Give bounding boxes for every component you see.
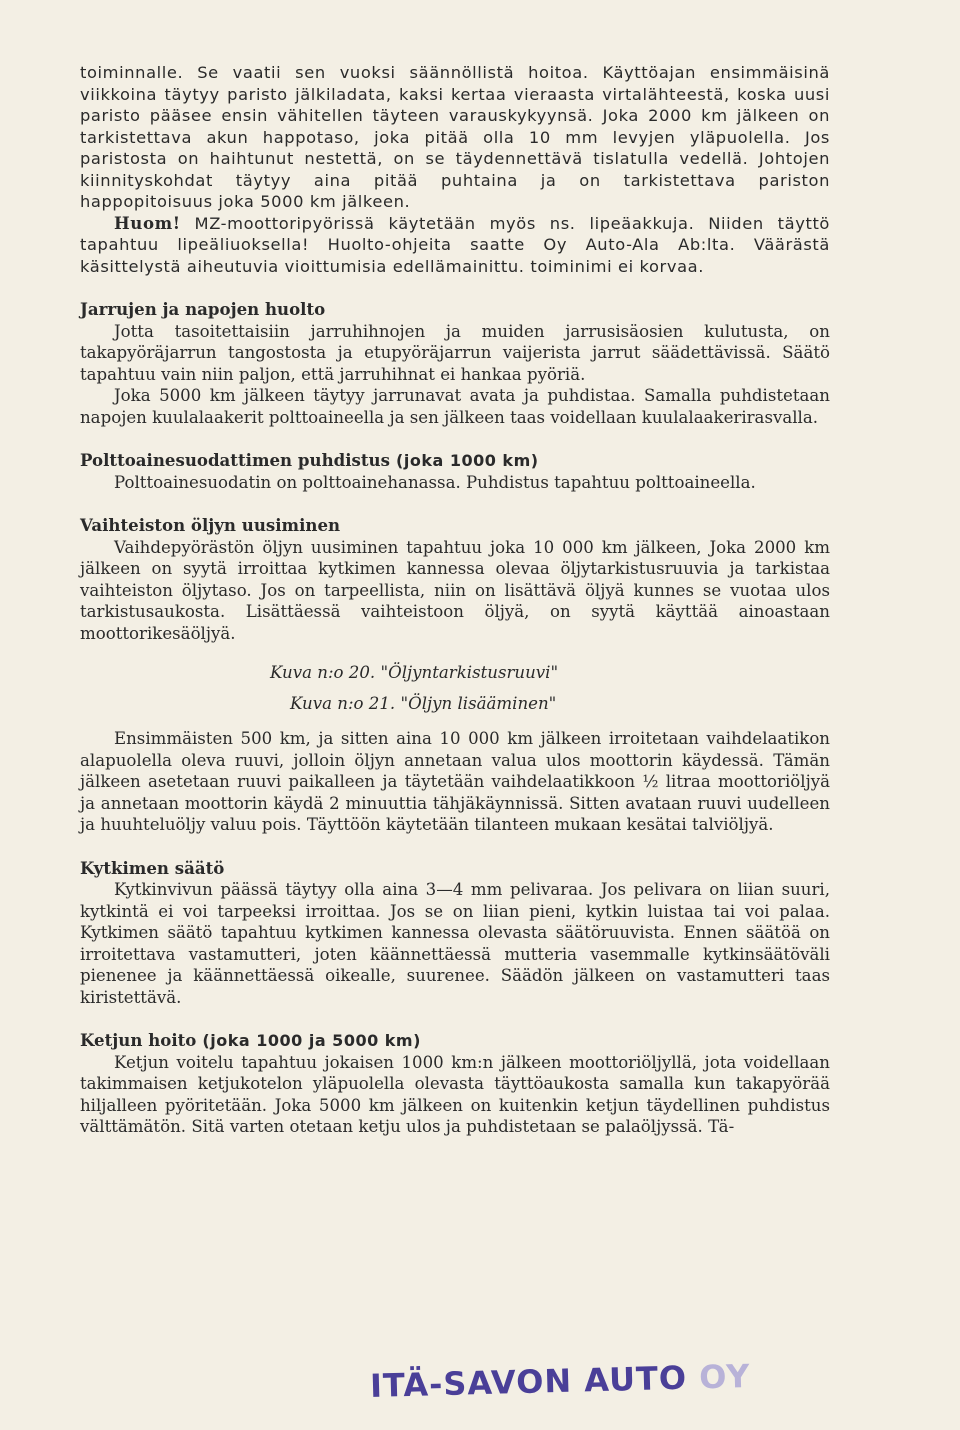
section-heading-interval: (joka 1000 km): [389, 451, 539, 470]
note-text: MZ-moottoripyörissä käytetään myös ns. lipeäakkuja. Niiden täyttö tapahtuu lipeäliuoksella! Huolto-ohjeita saatte Oy Auto-Ala Ab:lta. Väärästä käsittelystä aiheutuvia vioittumisia edellämainittu. toiminimi ei korvaa.: [80, 213, 830, 276]
stamp-text-faded: OY: [686, 1357, 751, 1397]
section-heading-text: Ketjun hoito: [80, 1030, 197, 1050]
note-label: Huom!: [114, 212, 181, 233]
section-heading-text: Kytkimen säätö: [80, 857, 225, 878]
paragraph-fuel-filter: Polttoainesuodatin on polttoainehanassa. Puhdistus tapahtuu polttoaineella.: [114, 472, 756, 492]
paragraph-gearbox-oil-check: Vaihdepyörästön öljyn uusiminen tapahtuu joka 10 000 km jälkeen, Joka 2000 km jälkeen on syytä irroittaa kytkimen kannessa olevaa öljytarkistusruuvia ja tarkistaa vaihteiston öljytaso. Jos on tarpeellista, niin on lisättävä öljyä kunnes se vuotaa ulos tarkistusaukosta. Lisättäessä vaihteistoon öljyä, on syytä käyttää ainoastaan moottorikesäöljyä.: [80, 537, 830, 643]
section-heading-chain: [80, 1030, 830, 1052]
paragraph-brake-adjustment: Jotta tasoitettaisiin jarruhihnojen ja muiden jarrusisäosien kulutusta, on takapyöräjarrun tangostosta ja etupyöräjarrun vaijerista jarrut säädettävissä. Säätö tapahtuu vain niin paljon, että jarruhihnat ei hankaa pyöriä.: [80, 321, 830, 384]
paragraph-hub-cleaning: Joka 5000 km jälkeen täytyy jarrunavat avata ja puhdistaa. Samalla puhdistetaan napojen kuulalaakerit polttoaineella ja sen jälkeen taas voidellaan kuulalaakerirasvalla.: [80, 386, 830, 427]
section-heading-gearbox-oil: [80, 515, 830, 537]
paragraph-battery-maintenance: toiminnalle. Se vaatii sen vuoksi säännöllistä hoitoa. Käyttöajan ensimmäisinä viikkoina täytyy paristo jälkiladata, kaksi kertaa vieraasta virtalähteestä, koska uusi paristo pääsee ensin vähitellen täyteen varauskykyynsä. Joka 2000 km jälkeen on tarkistettava akun happotaso, joka pitää olla 10 mm levyjen yläpuolella. Jos paristosta on haihtunut nestettä, on se täydennettävä tislatulla vedellä. Johtojen kiinnityskohdat täytyy aina pitää puhtaina ja on tarkistettava pariston happopitoisuus joka 5000 km jälkeen.: [80, 63, 830, 211]
section-heading-clutch: [80, 858, 830, 880]
dealer-stamp: [370, 1357, 751, 1405]
paragraph-gearbox-oil-change: Ensimmäisten 500 km, ja sitten aina 10 000 km jälkeen irroitetaan vaihdelaatikon alapuolella oleva ruuvi, jolloin öljyn annetaan valua ulos moottorin käydessä. Tämän jälkeen asetetaan ruuvi paikalleen ja täytetään vaihdelaatikkoon ½ litraa moottoriöljyä ja annetaan moottorin käydä 2 minuuttia tähjäkäynnissä. Sitten avataan ruuvi uudelleen ja huuhteluöljy valuu pois. Täyttöön käytetään tilanteen mukaan kesätai talviöljyä.: [80, 729, 830, 834]
paragraph-chain-maintenance: Ketjun voitelu tapahtuu jokaisen 1000 km:n jälkeen moottoriöljyllä, jota voidellaan takimmaisen ketjukotelon yläpuolella olevasta täyttöaukosta samalla kun takapyörää hiljalleen pyöritetään. Joka 5000 km jälkeen on kuitenkin ketjun täydellinen puhdistus välttämätön. Sitä varten otetaan ketju ulos ja puhdistetaan se palaöljyssä. Tä-: [80, 1052, 830, 1136]
paragraph-clutch-adjustment: Kytkinvivun päässä täytyy olla aina 3—4 mm pelivaraa. Jos pelivara on liian suuri, kytkintä ei voi tarpeeksi irroittaa. Jos se on liian pieni, kytkin luistaa tai voi palaa. Kytkimen säätö tapahtuu kytkimen kannessa olevasta säätöruuvista. Ennen säätöä on irroitettava vastamutteri, joten käännettäessä mutteria vasemmalle kytkinsäätöväli pienenee ja käännettäessä oikealle, suurenee. Säädön jälkeen on vastamutteri taas kiristettävä.: [80, 880, 830, 1007]
section-heading-fuel-filter: [80, 450, 830, 472]
section-heading-text: Polttoainesuodattimen puhdistus: [80, 450, 390, 470]
section-heading-text: Vaihteiston öljyn uusiminen: [80, 515, 341, 535]
section-heading-brakes-hubs: [80, 299, 830, 321]
section-heading-interval: (joka 1000 ja 5000 km): [196, 1031, 421, 1050]
figure-caption-21: Kuva n:o 21. "Öljyn lisääminen": [290, 693, 557, 713]
section-heading-text: Jarrujen ja napojen huolto: [80, 299, 326, 319]
stamp-text: ITÄ-SAVON AUTO: [369, 1358, 688, 1405]
paragraph-note-alkaline-batteries: [80, 213, 830, 278]
figure-caption-20: Kuva n:o 20. "Öljyntarkistusruuvi": [270, 663, 559, 682]
